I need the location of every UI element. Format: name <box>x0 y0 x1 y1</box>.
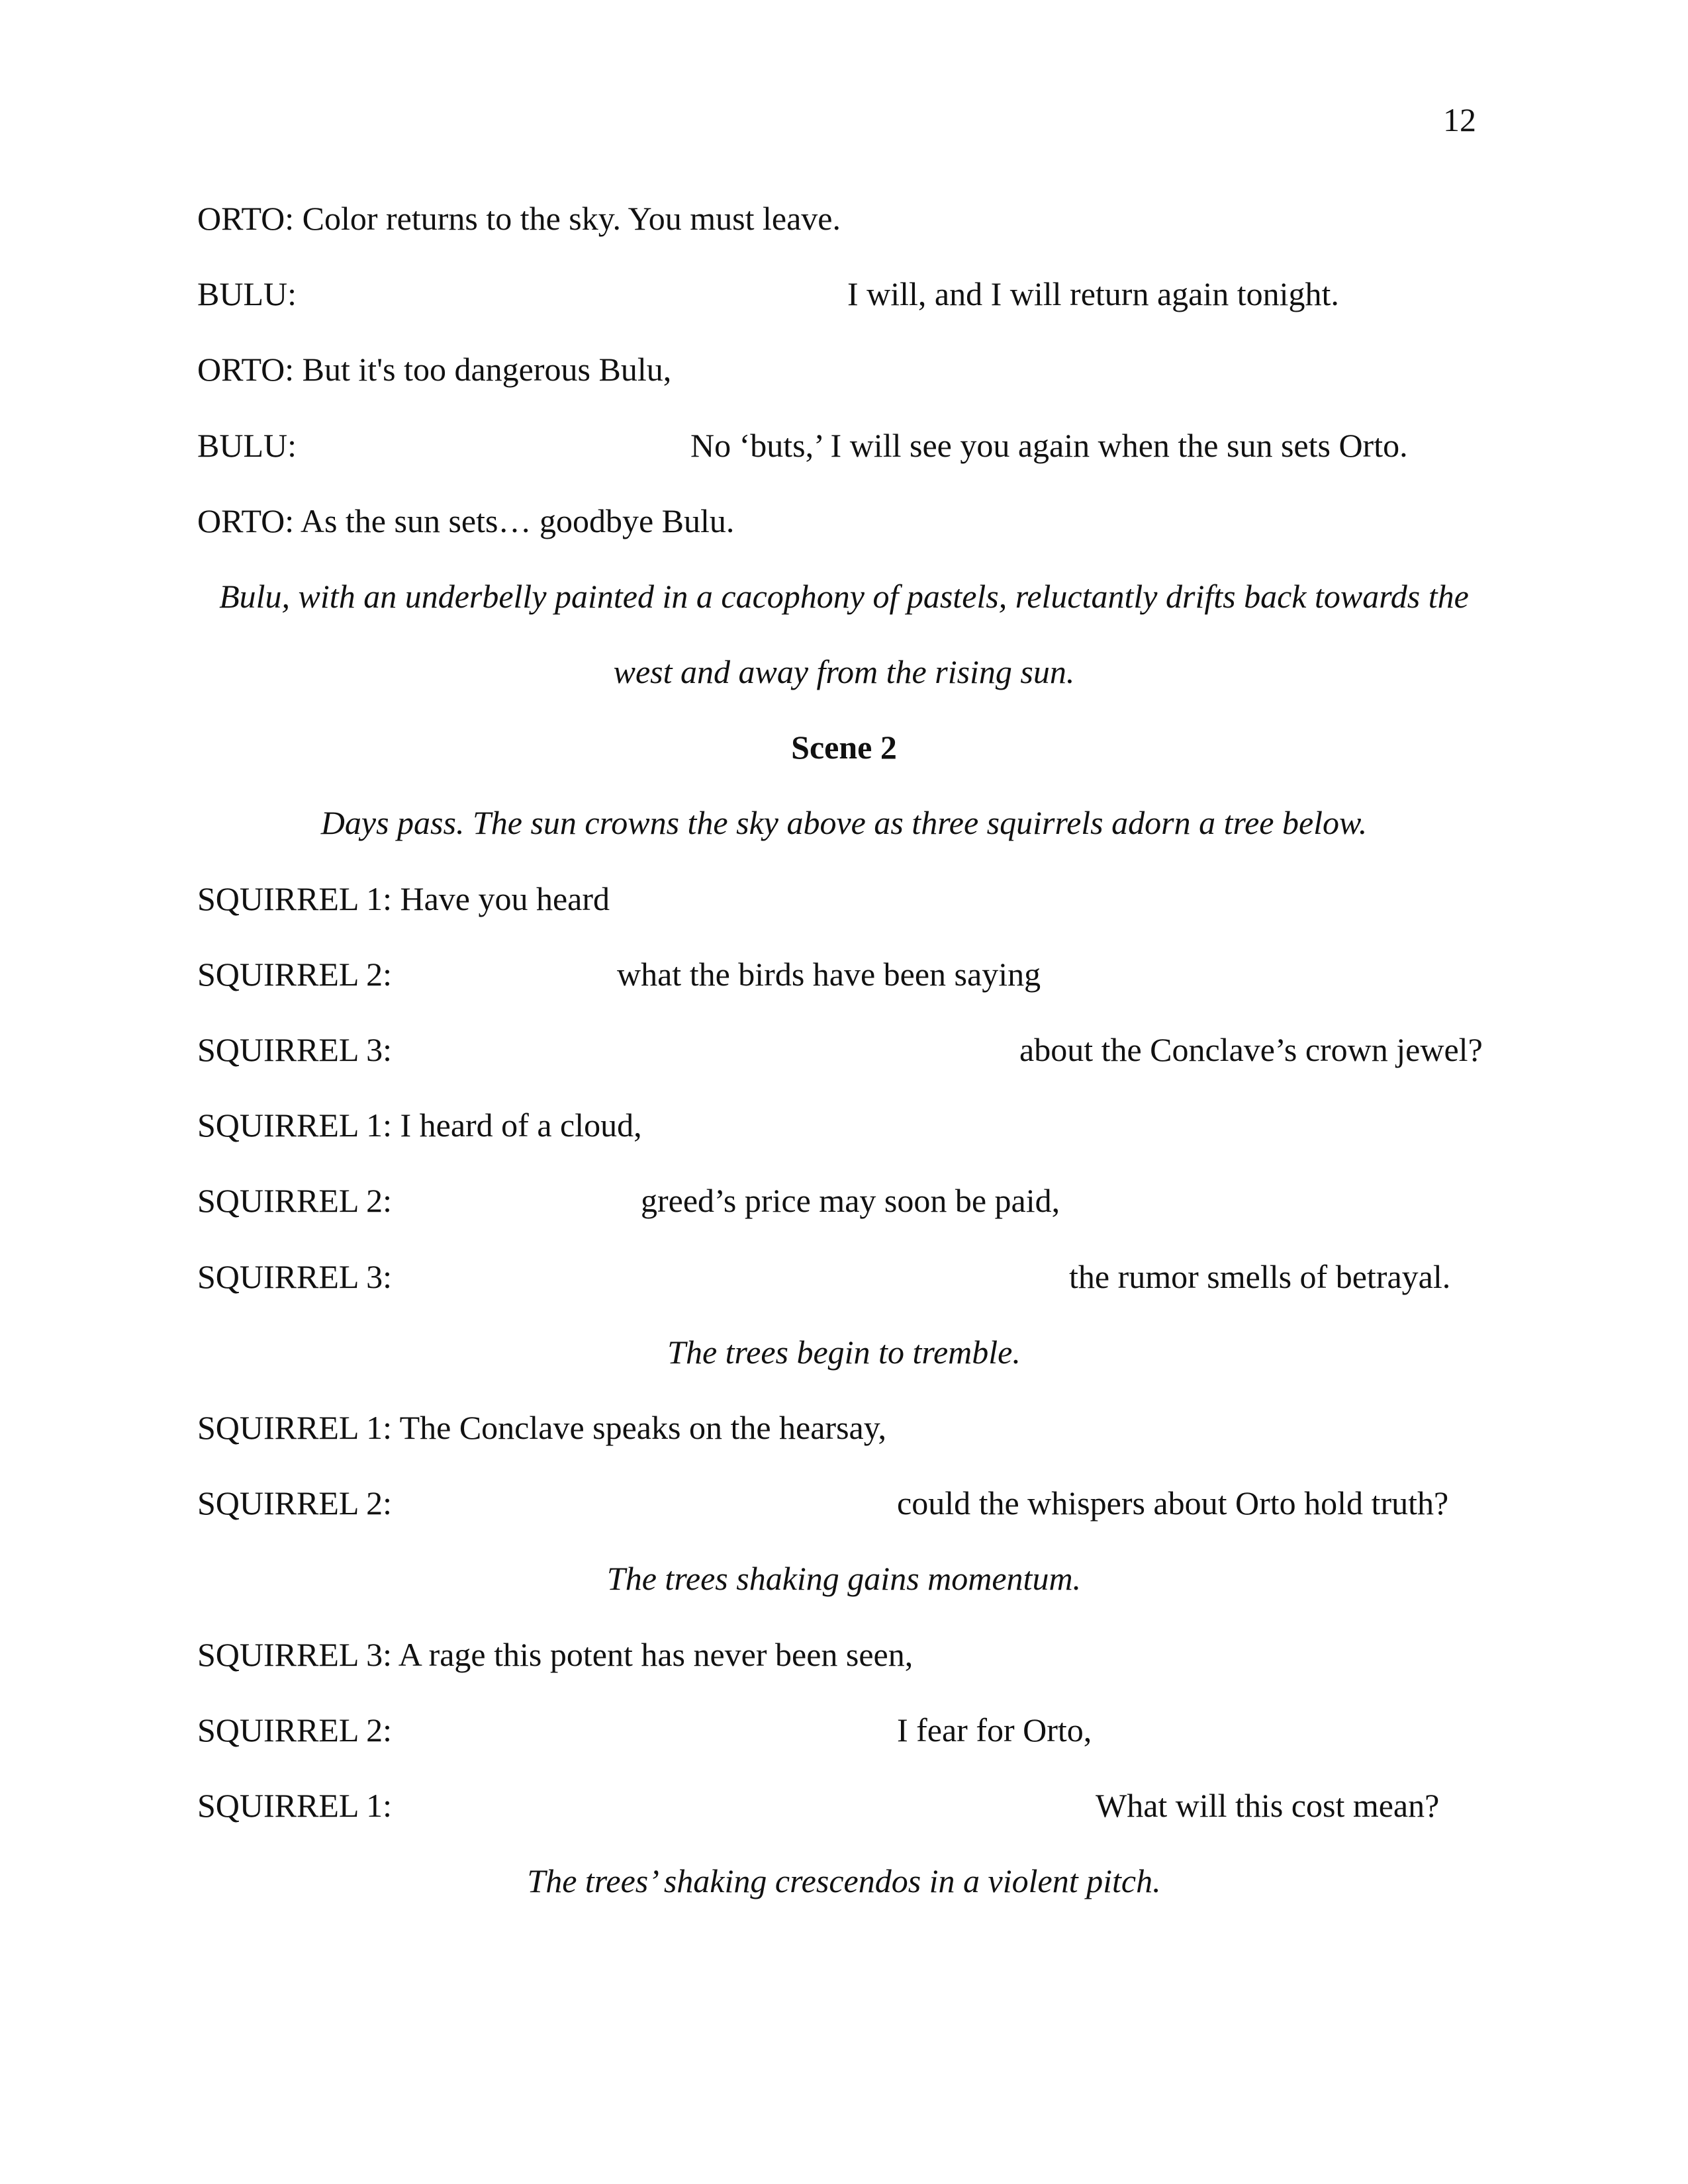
dialogue-line: SQUIRREL 3: A rage this potent has never been seen, <box>197 1636 914 1673</box>
dialogue-line: SQUIRREL 1: The Conclave speaks on the hearsay, <box>197 1409 886 1446</box>
dialogue-line: SQUIRREL 1: Have you heard <box>197 880 610 917</box>
dialogue-line: SQUIRREL 1: I heard of a cloud, <box>197 1107 642 1144</box>
dialogue-line: SQUIRREL 2: <box>197 1484 392 1522</box>
dialogue-text: greed’s price may soon be paid, <box>641 1182 1060 1219</box>
dialogue-line: SQUIRREL 3: <box>197 1031 392 1068</box>
dialogue-text: No ‘buts,’ I will see you again when the sun sets Orto. <box>690 427 1408 464</box>
stage-direction: Days pass. The sun crowns the sky above as three squirrels adorn a tree below. <box>320 804 1368 841</box>
dialogue-text: what the birds have been saying <box>617 956 1041 993</box>
dialogue-text: could the whispers about Orto hold truth? <box>897 1484 1449 1522</box>
dialogue-line: SQUIRREL 2: <box>197 1182 392 1219</box>
dialogue-line: SQUIRREL 3: <box>197 1258 392 1295</box>
page-number: 12 <box>1443 101 1476 138</box>
dialogue-text: about the Conclave’s crown jewel? <box>1019 1031 1483 1068</box>
stage-direction: west and away from the rising sun. <box>613 653 1075 690</box>
dialogue-text: What will this cost mean? <box>1096 1787 1440 1824</box>
dialogue-line: BULU: <box>197 427 297 464</box>
dialogue-line: SQUIRREL 2: <box>197 1711 392 1749</box>
dialogue-line: BULU: <box>197 275 297 312</box>
dialogue-line: ORTO: As the sun sets… goodbye Bulu. <box>197 502 735 539</box>
dialogue-text: I will, and I will return again tonight. <box>847 275 1339 312</box>
scene-heading: Scene 2 <box>791 729 897 766</box>
stage-direction: Bulu, with an underbelly painted in a cacophony of pastels, reluctantly drifts back towards the <box>219 578 1469 615</box>
stage-direction: The trees shaking gains momentum. <box>606 1560 1082 1597</box>
dialogue-line: ORTO: But it's too dangerous Bulu, <box>197 351 672 388</box>
dialogue-line: ORTO: Color returns to the sky. You must leave. <box>197 200 841 237</box>
dialogue-text: I fear for Orto, <box>897 1711 1092 1749</box>
dialogue-line: SQUIRREL 1: <box>197 1787 392 1824</box>
dialogue-text: the rumor smells of betrayal. <box>1069 1258 1451 1295</box>
dialogue-line: SQUIRREL 2: <box>197 956 392 993</box>
stage-direction: The trees’ shaking crescendos in a violent pitch. <box>527 1862 1161 1899</box>
stage-direction: The trees begin to tremble. <box>667 1334 1021 1371</box>
